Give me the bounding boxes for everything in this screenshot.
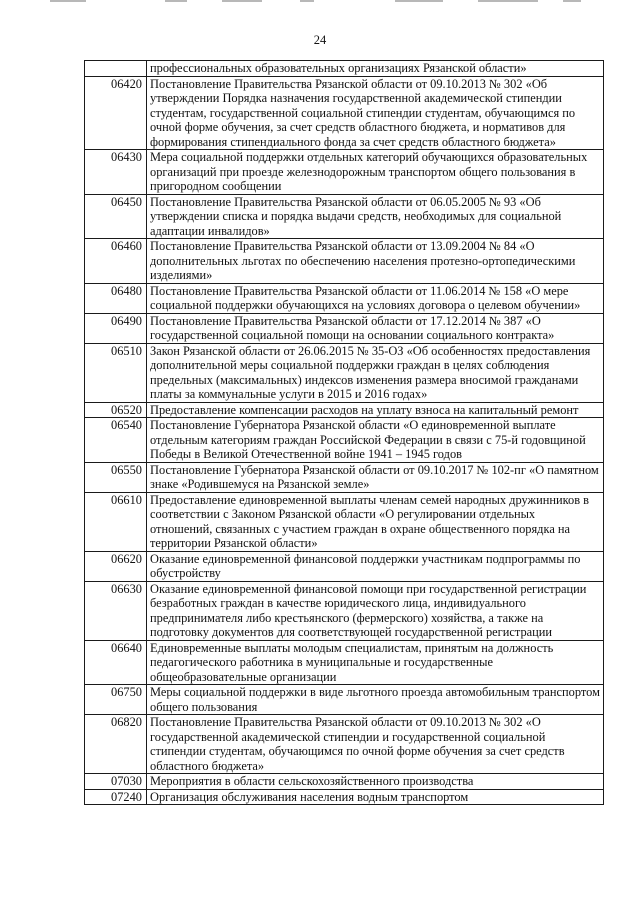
row-code: 06430: [85, 150, 147, 195]
row-code: 06550: [85, 462, 147, 492]
table-row: [85, 61, 604, 77]
row-description: Закон Рязанской области от 26.06.2015 № 35-ОЗ «Об особенностях предоставления дополнительной меры социальной поддержки граждан в целях соблюдения предельных (максимальных) индексов изменения размера вносимой гражданами платы за коммунальные услуги в 2015 и 2016 годах»: [147, 343, 604, 402]
table-row: [85, 581, 604, 640]
row-code: 06630: [85, 581, 147, 640]
row-description: Постановление Правительства Рязанской области от 11.06.2014 № 158 «О мере социальной поддержки обучающихся на условиях договора о целевом обучении»: [147, 283, 604, 313]
row-code: 06820: [85, 715, 147, 774]
row-code: 07030: [85, 774, 147, 790]
row-description: Единовременные выплаты молодым специалистам, принятым на должность педагогического работника в муниципальные и государственные общеобразовательные организации: [147, 640, 604, 685]
row-code: 06490: [85, 313, 147, 343]
row-description: Оказание единовременной финансовой поддержки участникам подпрограммы по обустройству: [147, 551, 604, 581]
row-code: 06540: [85, 418, 147, 463]
row-code: 06640: [85, 640, 147, 685]
table-row: [85, 685, 604, 715]
table-row: [85, 640, 604, 685]
row-code: 06480: [85, 283, 147, 313]
row-code: 06620: [85, 551, 147, 581]
table-row: [85, 313, 604, 343]
budget-codes-table: [84, 60, 604, 805]
row-code: 07240: [85, 789, 147, 805]
row-description: Постановление Правительства Рязанской области от 06.05.2005 № 93 «Об утверждении списка и порядка выдачи средств, необходимых для социальной адаптации инвалидов»: [147, 194, 604, 239]
row-description: Постановление Правительства Рязанской области от 09.10.2013 № 302 «О государственной академической стипендии и государственной социальной стипендии студентам, обучающимся по очной форме обучения за счет средств областного бюджета»: [147, 715, 604, 774]
row-description: Предоставление компенсации расходов на уплату взноса на капитальный ремонт: [147, 402, 604, 418]
table-row: [85, 150, 604, 195]
table-row: [85, 283, 604, 313]
table-row: [85, 239, 604, 284]
row-code: 06520: [85, 402, 147, 418]
row-code: 06510: [85, 343, 147, 402]
row-description: Мера социальной поддержки отдельных категорий обучающихся образовательных организаций при проезде железнодорожным транспортом общего пользования в пригородном сообщении: [147, 150, 604, 195]
table-row: [85, 418, 604, 463]
row-description: Постановление Губернатора Рязанской области от 09.10.2017 № 102-пг «О памятном знаке «Родившемуся на Рязанской земле»: [147, 462, 604, 492]
row-code: 06450: [85, 194, 147, 239]
row-code: 06420: [85, 76, 147, 150]
row-description: Постановление Губернатора Рязанской области «О единовременной выплате отдельным категориям граждан Российской Федерации в связи с 75-й годовщиной Победы в Великой Отечественной войне 1941 – 1945 годов: [147, 418, 604, 463]
table-row: [85, 551, 604, 581]
table-row: [85, 789, 604, 805]
table-row: [85, 715, 604, 774]
table-row: [85, 402, 604, 418]
row-code: 06460: [85, 239, 147, 284]
row-description: Организация обслуживания населения водным транспортом: [147, 789, 604, 805]
row-code: 06750: [85, 685, 147, 715]
row-description: Постановление Правительства Рязанской области от 09.10.2013 № 302 «Об утверждении Порядка назначения государственной академической стипендии студентам, государственной социальной стипендии студентам, обучающимся по очной форме обучения, за счет средств областного бюджета, и нормативов для формирования стипендиального фонда за счет средств областного бюджета»: [147, 76, 604, 150]
row-description: Оказание единовременной финансовой помощи при государственной регистрации безработных граждан в качестве юридического лица, индивидуального предпринимателя либо крестьянского (фермерского) хозяйства, а также на подготовку документов для соответствующей государственной регистрации: [147, 581, 604, 640]
table-row: [85, 343, 604, 402]
table-row: [85, 76, 604, 150]
row-description: Мероприятия в области сельскохозяйственного производства: [147, 774, 604, 790]
row-description: профессиональных образовательных организациях Рязанской области»: [147, 61, 604, 77]
scan-edge-marks: [0, 0, 640, 4]
row-description: Постановление Правительства Рязанской области от 13.09.2004 № 84 «О дополнительных льготах по обеспечению населения протезно-ортопедическими изделиями»: [147, 239, 604, 284]
row-description: Предоставление единовременной выплаты членам семей народных дружинников в соответствии с Законом Рязанской области «О регулировании отдельных отношений, связанных с участием граждан в охране общественного порядка на территории Рязанской области»: [147, 492, 604, 551]
row-code: [85, 61, 147, 77]
row-description: Постановление Правительства Рязанской области от 17.12.2014 № 387 «О государственной социальной помощи на основании социального контракта»: [147, 313, 604, 343]
row-code: 06610: [85, 492, 147, 551]
table-row: [85, 774, 604, 790]
table-row: [85, 492, 604, 551]
table-row: [85, 462, 604, 492]
row-description: Меры социальной поддержки в виде льготного проезда автомобильным транспортом общего пользования: [147, 685, 604, 715]
page-number: 24: [313, 33, 327, 47]
table-row: [85, 194, 604, 239]
